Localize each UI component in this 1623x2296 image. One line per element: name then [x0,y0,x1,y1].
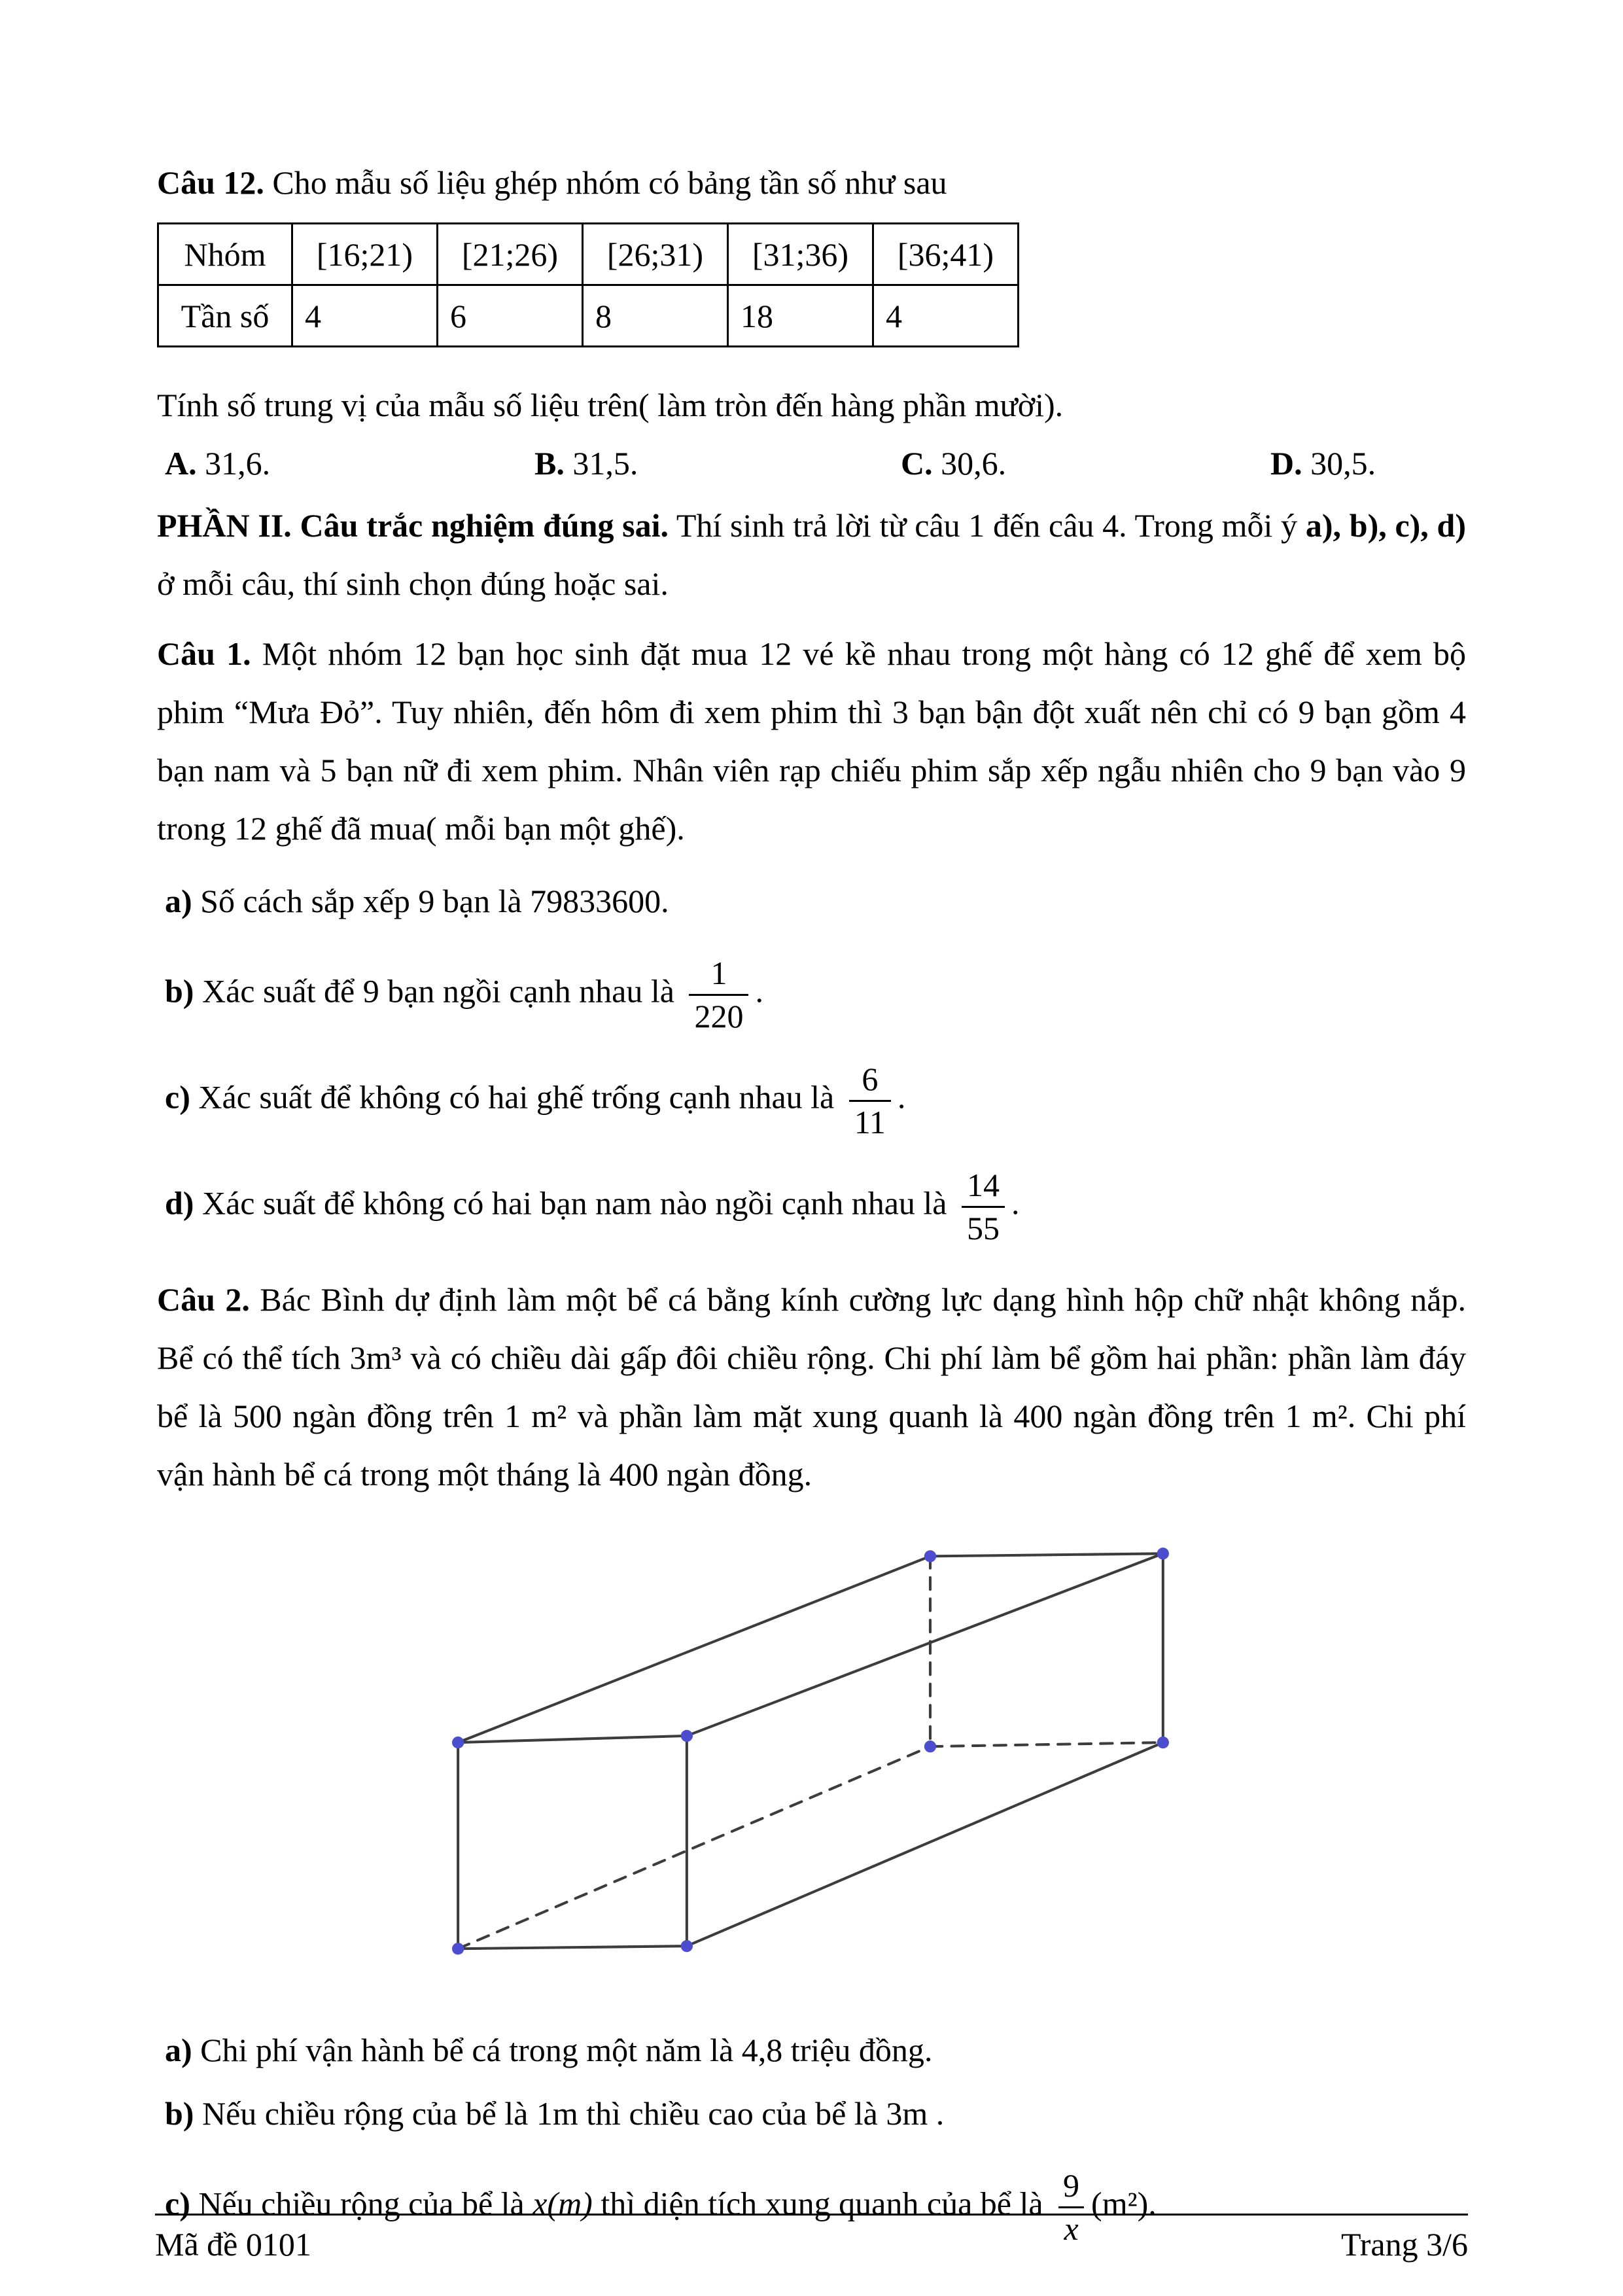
q1-item-d-text: Xác suất để không có hai bạn nam nào ngồi cạnh nhau là [201,1184,947,1222]
question-12-intro [157,154,1466,212]
question-12-intro-text: Cho mẫu số liệu ghép nhóm có bảng tần số như sau [272,164,947,201]
box-vertex-G [1157,1737,1168,1748]
table-cell-freq-3: 8 [583,285,728,347]
question-2-body [157,1271,1466,1504]
fraction-14-55 [962,1165,1005,1248]
table-cell-interval-5: [36;41) [873,224,1019,285]
q1-item-b-period: . [755,972,763,1010]
box-edge-EF [930,1553,1162,1556]
q2-item-c-text-2: thì diện tích xung quanh của bể là [601,2185,1043,2222]
option-a-label: A. [165,445,197,482]
box-vertex-F [1157,1547,1168,1559]
option-c-label: C. [901,445,933,482]
page-number: Trang 3/6 [1340,2226,1468,2263]
q1-item-b-label: b) [165,972,194,1010]
q1-item-c [157,1059,1466,1142]
frequency-table-row-freq [158,285,1019,347]
table-header-tanso: Tần số [158,285,292,347]
frequency-table-row-groups [158,224,1019,285]
question-1-body [157,625,1466,858]
table-header-nhom: Nhóm [158,224,292,285]
fraction-numerator: 9 [1063,2167,1080,2204]
q2-item-c-math: x(m) [532,2185,593,2222]
fraction-6-11 [849,1059,891,1142]
q1-item-c-text: Xác suất để không có hai ghế trống cạnh nhau là [198,1078,835,1116]
q2-item-b-text: Nếu chiều rộng của bể là 1m thì chiều cao của bể là 3m . [201,2095,945,2132]
box-edge-CG [686,1742,1162,1946]
option-b-label: B. [534,445,565,482]
question-2 [157,1271,1466,2249]
fraction-numerator: 14 [967,1167,1000,1203]
option-b-value: 31,5. [572,445,638,482]
box-edge-HG [930,1742,1162,1746]
question-1-label: Câu 1. [157,635,251,672]
q2-item-b [157,2085,1466,2143]
box-edge-AB [458,1736,687,1742]
q1-item-c-period: . [897,1078,906,1116]
q2-item-c-text-1: Nếu chiều rộng của bể là [198,2185,525,2222]
box-figure-svg [413,1540,1211,1979]
question-2-label: Câu 2. [157,1281,250,1318]
box-edge-CD [458,1946,687,1949]
fraction-denominator: 11 [849,1100,891,1143]
q2-item-a-text: Chi phí vận hành bể cá trong một năm là 4,8 triệu đồng. [200,2032,933,2068]
q2-item-b-label: b) [165,2095,194,2132]
box-edge-BF [686,1553,1162,1736]
q2-item-c-unit: (m²). [1091,2185,1157,2222]
fraction-numerator: 1 [710,955,727,991]
box-vertex-B [680,1730,692,1742]
table-cell-freq-1: 4 [292,285,438,347]
option-a [165,434,534,493]
option-b [534,434,901,493]
table-cell-freq-4: 18 [728,285,873,347]
option-d-value: 30,5. [1310,445,1376,482]
box-vertex-H [924,1740,935,1752]
question-1 [157,625,1466,1248]
q1-item-d-label: d) [165,1184,194,1222]
option-d-label: D. [1270,445,1302,482]
q1-item-d-period: . [1011,1184,1020,1222]
box-vertex-A [451,1737,463,1748]
fraction-denominator: x [1058,2206,1083,2250]
option-c [901,434,1270,493]
frequency-table [157,222,1019,347]
box-edge-AE [458,1556,930,1742]
table-cell-freq-2: 6 [438,285,583,347]
part2-heading-text-1: Thí sinh trả lời từ câu 1 đến câu 4. Trong mỗi ý [669,507,1306,544]
option-c-value: 30,6. [941,445,1007,482]
q2-item-a-label: a) [165,2032,192,2068]
q2-item-c-label: c) [165,2185,190,2222]
option-a-value: 31,6. [205,445,271,482]
fraction-denominator: 55 [962,1206,1005,1249]
q2-item-a [157,2021,1466,2079]
question-2-text: Bác Bình dự định làm một bể cá bằng kính cường lực dạng hình hộp chữ nhật không nắp. Bể có thể tích 3m³ và có chiều dài gấp đôi chiều rộng. Chi phí làm bể gồm hai phần: phần làm đáy bể là 500 ngàn đồng trên 1 m² và phần làm mặt xung quanh là 400 ngàn đồng trên 1 m². Chi phí vận hành bể cá trong một tháng là 400 ngàn đồng. [157,1281,1466,1492]
box-figure [157,1540,1466,1979]
box-vertex-D [451,1943,463,1954]
q1-item-a-text: Số cách sắp xếp 9 bạn là 79833600. [200,883,669,919]
fraction-denominator: 220 [689,994,748,1037]
part2-heading [157,497,1466,613]
q1-item-a-label: a) [165,883,192,919]
option-d [1270,434,1466,493]
fraction-1-220 [689,953,748,1036]
q1-item-b-text: Xác suất để 9 bạn ngồi cạnh nhau là [201,972,674,1010]
box-vertex-C [680,1940,692,1952]
table-cell-interval-1: [16;21) [292,224,438,285]
answer-options [157,434,1466,493]
question-12-label: Câu 12. [157,164,264,201]
question-12-question: Tính số trung vị của mẫu số liệu trên( làm tròn đến hàng phần mười). [157,387,1064,423]
q1-item-b [157,953,1466,1036]
part2-heading-bold-2: a), b), c), d) [1305,507,1466,544]
part2-heading-text-2: ở mỗi câu, thí sinh chọn đúng hoặc sai. [157,565,669,602]
box-edge-DH [458,1746,930,1949]
fraction-numerator: 6 [862,1061,879,1097]
exam-code: Mã đề 0101 [155,2226,311,2263]
table-cell-interval-2: [21;26) [438,224,583,285]
table-cell-interval-3: [26;31) [583,224,728,285]
part2-heading-bold: PHẦN II. Câu trắc nghiệm đúng sai. [157,507,669,544]
q1-item-d [157,1165,1466,1248]
box-vertex-E [924,1550,935,1562]
page-footer [155,2214,1468,2266]
table-cell-interval-4: [31;36) [728,224,873,285]
question-1-text: Một nhóm 12 bạn học sinh đặt mua 12 vé kề nhau trong một hàng có 12 ghế để xem bộ phim “Mưa Đỏ”. Tuy nhiên, đến hôm đi xem phim thì 3 bạn bận đột xuất nên chỉ có 9 bạn gồm 4 bạn nam và 5 bạn nữ đi xem phim. Nhân viên rạp chiếu phim sắp xếp ngẫu nhiên cho 9 bạn vào 9 trong 12 ghế đã mua( mỗi bạn một ghế). [157,635,1467,847]
q1-item-a [157,872,1466,930]
table-cell-freq-5: 4 [873,285,1019,347]
q1-item-c-label: c) [165,1078,190,1116]
question-12 [157,154,1466,493]
